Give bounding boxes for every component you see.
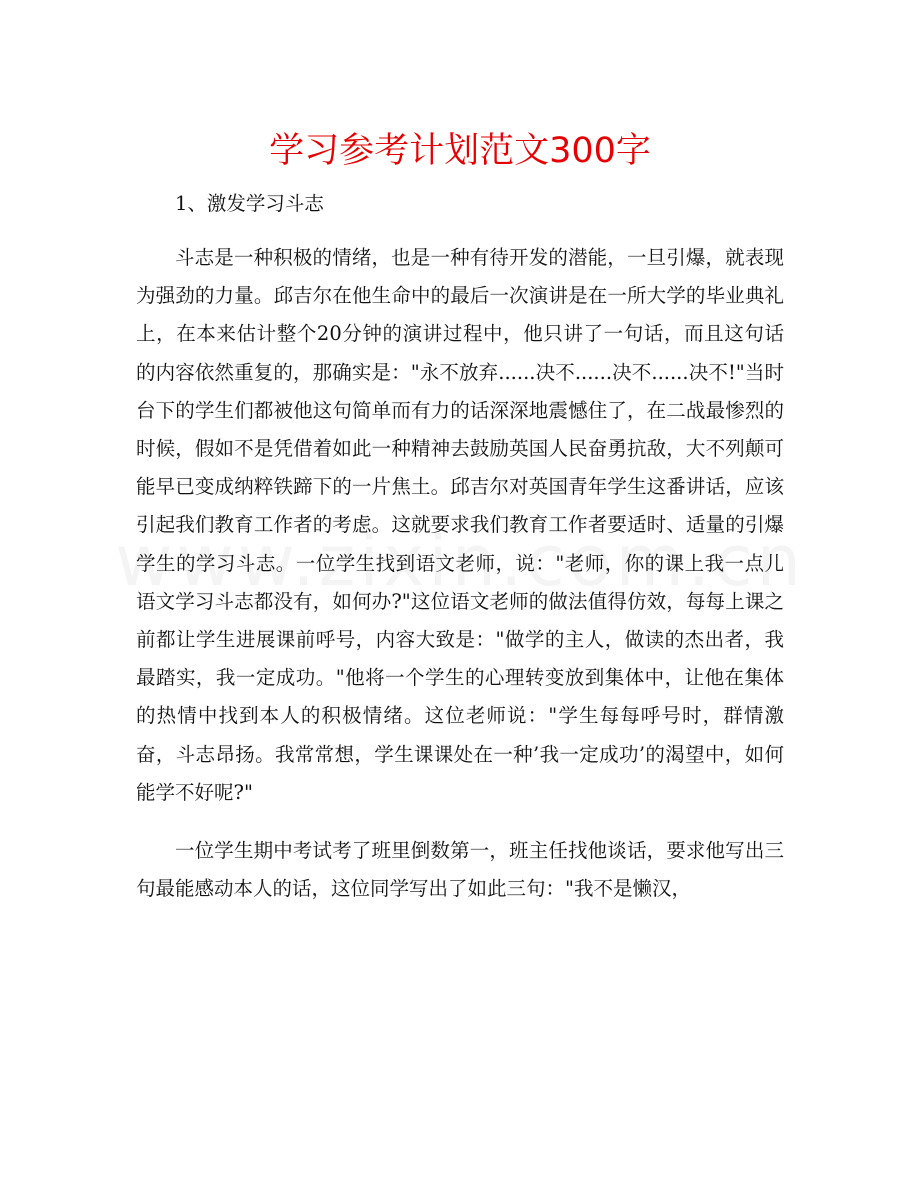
section-heading: 1、激发学习斗志 — [175, 192, 324, 215]
paragraph: 斗志是一种积极的情绪，也是一种有待开发的潜能，一旦引爆，就表现为强劲的力量。邱吉尔在他生命中的最后一次演讲是在一所大学的毕业典礼上，在本来估计整个20分钟的演讲过程中，他只讲了一句话，而且这句话的内容依然重复的，那确实是："永不放弃......决不......决不......决不!"当时台下的学生们都被他这句简单而有力的话深深地震憾住了，在二战最惨烈的时候，假如不是凭借着如此一种精神去鼓励英国人民奋勇抗敌，大不列颠可能早已变成纳粹铁蹄下的一片焦土。邱吉尔对英国青年学生这番讲话，应该引起我们教育工作者的考虑。这就要求我们教育工作者要适时、适量的引爆学生的学习斗志。一位学生找到语文老师，说："老师，你的课上我一点儿语文学习斗志都没有，如何办?"这位语文老师的做法值得仿效，每每上课之前都让学生进展课前呼号，内容大致是："做学的主人，做读的杰出者，我最踏实，我一定成功。"他将一个学生的心理转变放到集体中，让他在集体的热情中找到本人的积极情绪。这位老师说："学生每每呼号时，群情激奋，斗志昂扬。我常常想，学生课课处在一种’我一定成功’的渴望中，如何能学不好呢?" — [136, 246, 784, 804]
paragraph: 一位学生期中考试考了班里倒数第一，班主任找他谈话，要求他写出三句最能感动本人的话，这位同学写出了如此三句："我不是懒汉， — [136, 839, 784, 901]
document-title: 学习参考计划范文300字 — [269, 131, 651, 171]
document-body — [136, 184, 784, 908]
